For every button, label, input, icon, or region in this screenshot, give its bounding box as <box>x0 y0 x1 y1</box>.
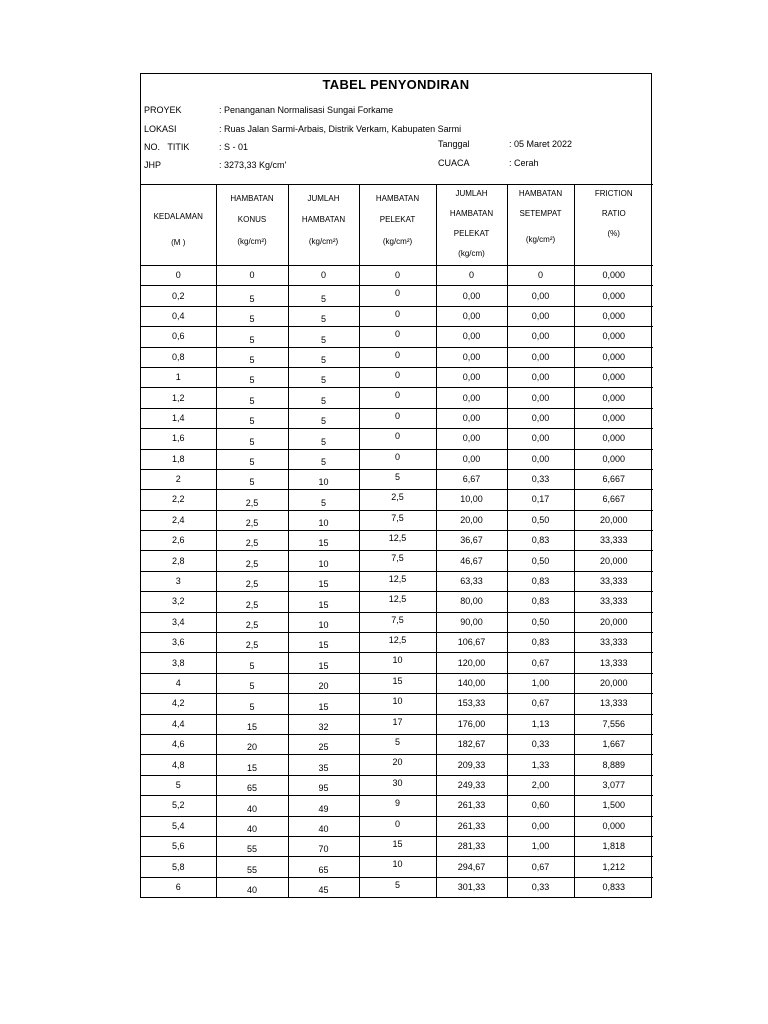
cell-hambatan-konus: 2,5 <box>216 551 288 571</box>
cell-jumlah-hambatan: 15 <box>288 694 359 714</box>
cell-hambatan-setempat: 0,00 <box>507 388 574 408</box>
cell-friction-ratio: 33,333 <box>574 531 653 551</box>
cell-hambatan-konus: 5 <box>216 694 288 714</box>
cell-jumlah-hambatan: 5 <box>288 306 359 326</box>
table-row <box>141 571 653 591</box>
cell-jumlah-hambatan-pelekat: 0,00 <box>436 286 507 306</box>
table-row <box>141 775 653 795</box>
cell-jumlah-hambatan-pelekat: 261,33 <box>436 816 507 836</box>
cell-kedalaman: 4,4 <box>141 714 216 734</box>
cell-jumlah-hambatan-pelekat: 20,00 <box>436 510 507 530</box>
project-info <box>141 96 651 184</box>
cell-hambatan-pelekat: 2,5 <box>359 490 436 510</box>
cell-hambatan-pelekat: 0 <box>359 327 436 347</box>
cell-friction-ratio: 13,333 <box>574 694 653 714</box>
cell-friction-ratio: 0,000 <box>574 449 653 469</box>
table-row <box>141 734 653 754</box>
cell-hambatan-konus: 5 <box>216 653 288 673</box>
cell-friction-ratio: 33,333 <box>574 592 653 612</box>
cell-jumlah-hambatan: 49 <box>288 796 359 816</box>
cell-jumlah-hambatan: 40 <box>288 816 359 836</box>
table-title: TABEL PENYONDIRAN <box>322 77 470 92</box>
cell-friction-ratio: 20,000 <box>574 551 653 571</box>
cell-hambatan-setempat: 0,50 <box>507 510 574 530</box>
cell-kedalaman: 4,6 <box>141 734 216 754</box>
cell-jumlah-hambatan: 15 <box>288 592 359 612</box>
cell-jumlah-hambatan-pelekat: 294,67 <box>436 857 507 877</box>
cell-hambatan-pelekat: 12,5 <box>359 531 436 551</box>
cell-kedalaman: 3,4 <box>141 612 216 632</box>
cell-kedalaman: 5,8 <box>141 857 216 877</box>
cell-hambatan-setempat: 0,67 <box>507 694 574 714</box>
cell-hambatan-setempat: 0,67 <box>507 653 574 673</box>
table-row <box>141 877 653 897</box>
cell-hambatan-pelekat: 0 <box>359 266 436 286</box>
cell-friction-ratio: 7,556 <box>574 714 653 734</box>
cell-hambatan-konus: 5 <box>216 367 288 387</box>
cell-hambatan-setempat: 0 <box>507 266 574 286</box>
cell-jumlah-hambatan-pelekat: 140,00 <box>436 673 507 693</box>
cell-jumlah-hambatan-pelekat: 0,00 <box>436 306 507 326</box>
cell-hambatan-pelekat: 0 <box>359 408 436 428</box>
cell-jumlah-hambatan-pelekat: 209,33 <box>436 755 507 775</box>
cell-hambatan-setempat: 0,33 <box>507 469 574 489</box>
cell-jumlah-hambatan: 70 <box>288 836 359 856</box>
cell-jumlah-hambatan-pelekat: 0,00 <box>436 347 507 367</box>
cell-friction-ratio: 0,000 <box>574 266 653 286</box>
cell-hambatan-pelekat: 15 <box>359 673 436 693</box>
cell-kedalaman: 5,4 <box>141 816 216 836</box>
cell-hambatan-konus: 40 <box>216 877 288 897</box>
table-body <box>141 266 653 898</box>
cell-jumlah-hambatan: 10 <box>288 469 359 489</box>
cell-hambatan-konus: 65 <box>216 775 288 795</box>
cell-kedalaman: 2,4 <box>141 510 216 530</box>
header-hambatan-konus: HAMBATAN KONUS (kg/cm²) <box>216 185 288 266</box>
cell-hambatan-konus: 40 <box>216 816 288 836</box>
cell-hambatan-setempat: 0,33 <box>507 877 574 897</box>
cell-kedalaman: 6 <box>141 877 216 897</box>
cell-friction-ratio: 13,333 <box>574 653 653 673</box>
cell-hambatan-setempat: 0,83 <box>507 592 574 612</box>
header-friction-ratio: FRICTION RATIO (%) <box>574 185 653 266</box>
cell-kedalaman: 5,2 <box>141 796 216 816</box>
cell-hambatan-pelekat: 5 <box>359 734 436 754</box>
header-row <box>141 185 653 266</box>
cell-hambatan-setempat: 0,00 <box>507 408 574 428</box>
cell-jumlah-hambatan-pelekat: 120,00 <box>436 653 507 673</box>
cell-jumlah-hambatan-pelekat: 0,00 <box>436 408 507 428</box>
cell-jumlah-hambatan-pelekat: 182,67 <box>436 734 507 754</box>
cell-hambatan-pelekat: 0 <box>359 367 436 387</box>
jhp-label: JHP <box>144 160 162 170</box>
table-row <box>141 306 653 326</box>
cell-kedalaman: 3,6 <box>141 633 216 653</box>
cell-hambatan-setempat: 0,00 <box>507 286 574 306</box>
cell-kedalaman: 2,8 <box>141 551 216 571</box>
cell-jumlah-hambatan: 15 <box>288 571 359 591</box>
cell-jumlah-hambatan-pelekat: 0,00 <box>436 449 507 469</box>
cell-kedalaman: 0,2 <box>141 286 216 306</box>
cell-hambatan-setempat: 0,83 <box>507 531 574 551</box>
cell-friction-ratio: 1,500 <box>574 796 653 816</box>
cell-friction-ratio: 3,077 <box>574 775 653 795</box>
cell-hambatan-pelekat: 12,5 <box>359 571 436 591</box>
titik-value: : S - 01 <box>219 142 249 152</box>
cell-jumlah-hambatan-pelekat: 6,67 <box>436 469 507 489</box>
cell-hambatan-konus: 20 <box>216 734 288 754</box>
cell-hambatan-setempat: 0,00 <box>507 367 574 387</box>
cell-hambatan-pelekat: 12,5 <box>359 633 436 653</box>
cell-friction-ratio: 20,000 <box>574 612 653 632</box>
cell-hambatan-setempat: 0,00 <box>507 429 574 449</box>
cell-hambatan-pelekat: 7,5 <box>359 510 436 530</box>
cell-jumlah-hambatan-pelekat: 0,00 <box>436 327 507 347</box>
cell-hambatan-pelekat: 15 <box>359 836 436 856</box>
cuaca-label: CUACA <box>438 158 470 168</box>
cell-kedalaman: 3,2 <box>141 592 216 612</box>
header-kedalaman: KEDALAMAN (M ) <box>141 185 216 266</box>
cell-hambatan-konus: 2,5 <box>216 531 288 551</box>
cell-jumlah-hambatan-pelekat: 36,67 <box>436 531 507 551</box>
cell-jumlah-hambatan-pelekat: 10,00 <box>436 490 507 510</box>
header-jumlah-hambatan: JUMLAH HAMBATAN (kg/cm²) <box>288 185 359 266</box>
tanggal-label: Tanggal <box>438 139 470 149</box>
cell-kedalaman: 1 <box>141 367 216 387</box>
cell-kedalaman: 2,6 <box>141 531 216 551</box>
cell-hambatan-pelekat: 10 <box>359 653 436 673</box>
cell-hambatan-pelekat: 10 <box>359 857 436 877</box>
table-row <box>141 367 653 387</box>
cell-friction-ratio: 0,000 <box>574 388 653 408</box>
cell-jumlah-hambatan-pelekat: 0,00 <box>436 388 507 408</box>
table-row <box>141 286 653 306</box>
cell-kedalaman: 4,2 <box>141 694 216 714</box>
cell-hambatan-pelekat: 0 <box>359 816 436 836</box>
table-row <box>141 266 653 286</box>
cell-jumlah-hambatan-pelekat: 301,33 <box>436 877 507 897</box>
table-row <box>141 429 653 449</box>
cell-hambatan-setempat: 0,00 <box>507 306 574 326</box>
cell-jumlah-hambatan-pelekat: 0 <box>436 266 507 286</box>
table-row <box>141 653 653 673</box>
cell-jumlah-hambatan: 45 <box>288 877 359 897</box>
cell-friction-ratio: 33,333 <box>574 571 653 591</box>
cell-hambatan-konus: 40 <box>216 796 288 816</box>
cell-friction-ratio: 0,000 <box>574 347 653 367</box>
cell-jumlah-hambatan: 10 <box>288 510 359 530</box>
cell-jumlah-hambatan: 5 <box>288 490 359 510</box>
cell-friction-ratio: 1,667 <box>574 734 653 754</box>
table-row <box>141 836 653 856</box>
cell-hambatan-konus: 2,5 <box>216 490 288 510</box>
cell-jumlah-hambatan-pelekat: 90,00 <box>436 612 507 632</box>
cell-hambatan-konus: 5 <box>216 429 288 449</box>
cell-kedalaman: 3,8 <box>141 653 216 673</box>
cell-hambatan-setempat: 1,00 <box>507 836 574 856</box>
titik-label: NO. TITIK <box>144 142 190 152</box>
cell-friction-ratio: 0,000 <box>574 306 653 326</box>
cell-hambatan-pelekat: 0 <box>359 347 436 367</box>
cell-jumlah-hambatan: 65 <box>288 857 359 877</box>
cell-friction-ratio: 0,000 <box>574 286 653 306</box>
cell-hambatan-setempat: 0,67 <box>507 857 574 877</box>
cell-jumlah-hambatan-pelekat: 80,00 <box>436 592 507 612</box>
cell-hambatan-konus: 2,5 <box>216 510 288 530</box>
cell-friction-ratio: 6,667 <box>574 469 653 489</box>
table-row <box>141 347 653 367</box>
cell-hambatan-pelekat: 0 <box>359 286 436 306</box>
cell-jumlah-hambatan-pelekat: 46,67 <box>436 551 507 571</box>
cell-hambatan-setempat: 0,83 <box>507 633 574 653</box>
cell-friction-ratio: 0,000 <box>574 429 653 449</box>
cell-friction-ratio: 33,333 <box>574 633 653 653</box>
cell-hambatan-setempat: 0,50 <box>507 551 574 571</box>
cell-jumlah-hambatan: 5 <box>288 388 359 408</box>
cell-hambatan-setempat: 0,00 <box>507 449 574 469</box>
header-hambatan-pelekat: HAMBATAN PELEKAT (kg/cm²) <box>359 185 436 266</box>
table-row <box>141 510 653 530</box>
table-row <box>141 755 653 775</box>
cell-jumlah-hambatan: 5 <box>288 449 359 469</box>
cell-kedalaman: 0,8 <box>141 347 216 367</box>
cell-jumlah-hambatan: 15 <box>288 633 359 653</box>
table-row <box>141 469 653 489</box>
cell-jumlah-hambatan-pelekat: 63,33 <box>436 571 507 591</box>
cell-hambatan-setempat: 0,60 <box>507 796 574 816</box>
tanggal-value: : 05 Maret 2022 <box>509 139 573 149</box>
cell-hambatan-konus: 2,5 <box>216 633 288 653</box>
cell-hambatan-setempat: 0,50 <box>507 612 574 632</box>
table-row <box>141 857 653 877</box>
cell-hambatan-konus: 0 <box>216 266 288 286</box>
cell-hambatan-pelekat: 5 <box>359 877 436 897</box>
cell-hambatan-konus: 5 <box>216 449 288 469</box>
table-row <box>141 796 653 816</box>
cell-hambatan-setempat: 0,17 <box>507 490 574 510</box>
cell-jumlah-hambatan: 10 <box>288 612 359 632</box>
cell-hambatan-konus: 5 <box>216 306 288 326</box>
cell-jumlah-hambatan-pelekat: 176,00 <box>436 714 507 734</box>
cell-kedalaman: 4 <box>141 673 216 693</box>
cell-hambatan-konus: 55 <box>216 857 288 877</box>
cell-friction-ratio: 1,212 <box>574 857 653 877</box>
cell-hambatan-konus: 55 <box>216 836 288 856</box>
cell-jumlah-hambatan: 5 <box>288 408 359 428</box>
table-row <box>141 449 653 469</box>
cell-kedalaman: 0,6 <box>141 327 216 347</box>
cell-hambatan-konus: 2,5 <box>216 592 288 612</box>
cell-jumlah-hambatan: 5 <box>288 429 359 449</box>
cell-friction-ratio: 0,000 <box>574 367 653 387</box>
table-row <box>141 694 653 714</box>
cell-hambatan-setempat: 0,83 <box>507 571 574 591</box>
cell-hambatan-pelekat: 5 <box>359 469 436 489</box>
cell-friction-ratio: 0,000 <box>574 327 653 347</box>
cell-hambatan-setempat: 1,00 <box>507 673 574 693</box>
cell-hambatan-konus: 15 <box>216 714 288 734</box>
cell-jumlah-hambatan-pelekat: 281,33 <box>436 836 507 856</box>
sondir-data-table <box>141 184 653 897</box>
cell-hambatan-setempat: 0,33 <box>507 734 574 754</box>
cell-hambatan-pelekat: 17 <box>359 714 436 734</box>
cell-friction-ratio: 20,000 <box>574 673 653 693</box>
jhp-value: : 3273,33 Kg/cm' <box>219 160 287 170</box>
cell-jumlah-hambatan-pelekat: 261,33 <box>436 796 507 816</box>
table-row <box>141 714 653 734</box>
cell-friction-ratio: 0,000 <box>574 408 653 428</box>
cell-kedalaman: 1,2 <box>141 388 216 408</box>
cell-jumlah-hambatan-pelekat: 249,33 <box>436 775 507 795</box>
table-row <box>141 551 653 571</box>
cell-jumlah-hambatan: 0 <box>288 266 359 286</box>
table-row <box>141 592 653 612</box>
cell-jumlah-hambatan-pelekat: 153,33 <box>436 694 507 714</box>
cell-friction-ratio: 0,000 <box>574 816 653 836</box>
table-row <box>141 633 653 653</box>
cell-hambatan-setempat: 0,00 <box>507 347 574 367</box>
cell-kedalaman: 5 <box>141 775 216 795</box>
lokasi-value: : Ruas Jalan Sarmi-Arbais, Distrik Verkam, Kabupaten Sarmi <box>219 124 462 134</box>
cell-hambatan-pelekat: 0 <box>359 306 436 326</box>
cell-jumlah-hambatan-pelekat: 106,67 <box>436 633 507 653</box>
cell-jumlah-hambatan: 25 <box>288 734 359 754</box>
cell-kedalaman: 4,8 <box>141 755 216 775</box>
cell-jumlah-hambatan-pelekat: 0,00 <box>436 429 507 449</box>
cell-jumlah-hambatan: 5 <box>288 347 359 367</box>
cell-jumlah-hambatan: 20 <box>288 673 359 693</box>
table-row <box>141 673 653 693</box>
cell-jumlah-hambatan: 15 <box>288 653 359 673</box>
lokasi-label: LOKASI <box>144 124 177 134</box>
cell-jumlah-hambatan: 32 <box>288 714 359 734</box>
cell-hambatan-pelekat: 30 <box>359 775 436 795</box>
table-row <box>141 490 653 510</box>
cell-kedalaman: 1,8 <box>141 449 216 469</box>
cell-hambatan-konus: 5 <box>216 673 288 693</box>
cell-hambatan-pelekat: 0 <box>359 449 436 469</box>
cell-hambatan-konus: 5 <box>216 408 288 428</box>
cell-kedalaman: 3 <box>141 571 216 591</box>
cell-hambatan-pelekat: 0 <box>359 388 436 408</box>
table-row <box>141 408 653 428</box>
cell-hambatan-konus: 5 <box>216 388 288 408</box>
cuaca-value: : Cerah <box>509 158 539 168</box>
header-jumlah-hambatan-pelekat: JUMLAH HAMBATAN PELEKAT (kg/cm) <box>436 185 507 266</box>
cell-jumlah-hambatan: 5 <box>288 327 359 347</box>
cell-hambatan-pelekat: 12,5 <box>359 592 436 612</box>
cell-jumlah-hambatan: 10 <box>288 551 359 571</box>
cell-kedalaman: 2 <box>141 469 216 489</box>
cell-friction-ratio: 8,889 <box>574 755 653 775</box>
cell-jumlah-hambatan: 95 <box>288 775 359 795</box>
cell-kedalaman: 0 <box>141 266 216 286</box>
cell-hambatan-konus: 2,5 <box>216 571 288 591</box>
cell-hambatan-pelekat: 7,5 <box>359 612 436 632</box>
table-row <box>141 388 653 408</box>
cell-hambatan-pelekat: 20 <box>359 755 436 775</box>
cell-kedalaman: 1,6 <box>141 429 216 449</box>
sondir-table-sheet <box>140 73 652 898</box>
cell-hambatan-pelekat: 7,5 <box>359 551 436 571</box>
cell-hambatan-setempat: 1,13 <box>507 714 574 734</box>
cell-friction-ratio: 1,818 <box>574 836 653 856</box>
cell-hambatan-konus: 5 <box>216 347 288 367</box>
cell-hambatan-setempat: 1,33 <box>507 755 574 775</box>
table-row <box>141 327 653 347</box>
cell-hambatan-setempat: 0,00 <box>507 327 574 347</box>
proyek-label: PROYEK <box>144 105 182 115</box>
table-row <box>141 816 653 836</box>
table-row <box>141 612 653 632</box>
cell-kedalaman: 2,2 <box>141 490 216 510</box>
proyek-value: : Penanganan Normalisasi Sungai Forkame <box>219 105 394 115</box>
table-row <box>141 531 653 551</box>
cell-hambatan-pelekat: 0 <box>359 429 436 449</box>
cell-jumlah-hambatan: 15 <box>288 531 359 551</box>
cell-hambatan-pelekat: 9 <box>359 796 436 816</box>
cell-hambatan-konus: 2,5 <box>216 612 288 632</box>
cell-hambatan-setempat: 0,00 <box>507 816 574 836</box>
header-hambatan-setempat: HAMBATAN SETEMPAT (kg/cm²) <box>507 185 574 266</box>
cell-jumlah-hambatan: 5 <box>288 286 359 306</box>
cell-hambatan-konus: 15 <box>216 755 288 775</box>
cell-hambatan-setempat: 2,00 <box>507 775 574 795</box>
cell-hambatan-konus: 5 <box>216 327 288 347</box>
cell-jumlah-hambatan-pelekat: 0,00 <box>436 367 507 387</box>
cell-friction-ratio: 0,833 <box>574 877 653 897</box>
cell-hambatan-konus: 5 <box>216 286 288 306</box>
cell-kedalaman: 1,4 <box>141 408 216 428</box>
cell-kedalaman: 5,6 <box>141 836 216 856</box>
cell-friction-ratio: 20,000 <box>574 510 653 530</box>
cell-hambatan-pelekat: 10 <box>359 694 436 714</box>
cell-friction-ratio: 6,667 <box>574 490 653 510</box>
cell-jumlah-hambatan: 35 <box>288 755 359 775</box>
cell-kedalaman: 0,4 <box>141 306 216 326</box>
cell-hambatan-konus: 5 <box>216 469 288 489</box>
cell-jumlah-hambatan: 5 <box>288 367 359 387</box>
